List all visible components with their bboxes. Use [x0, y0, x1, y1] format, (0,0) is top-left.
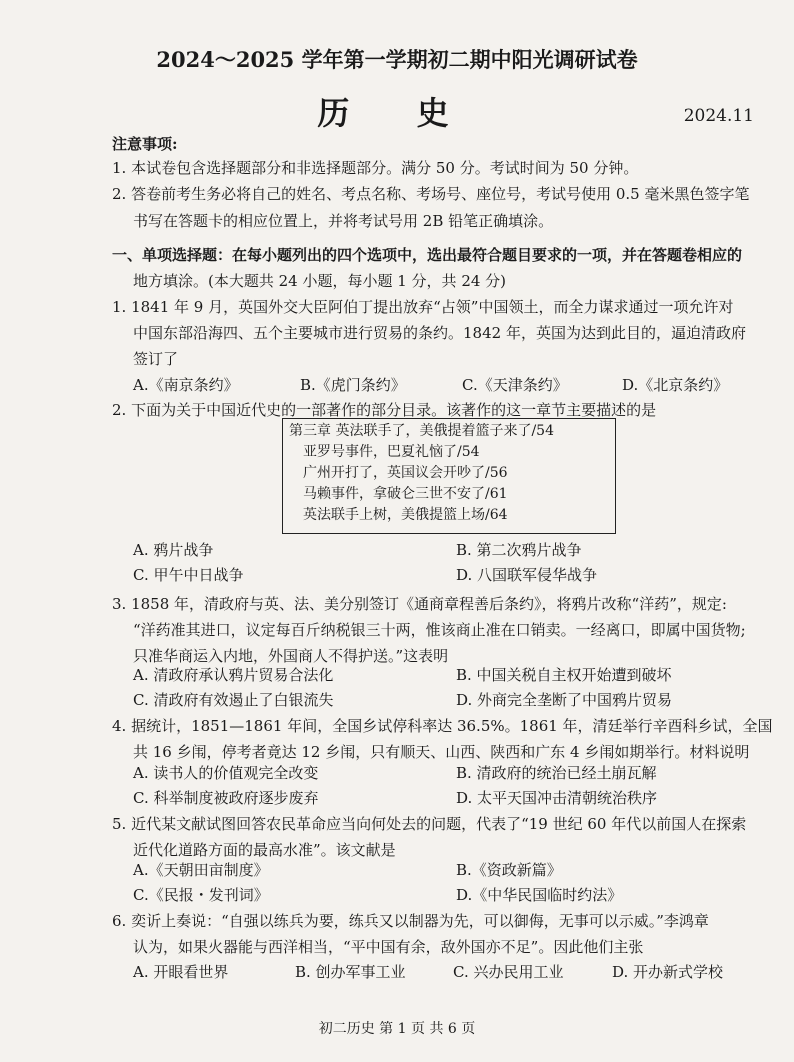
question-4-option-d[interactable]: D. 太平天国冲击清朝统治秩序 — [456, 789, 658, 807]
question-5-stem: 近代化道路方面的最高水准”。该文献是 — [133, 841, 396, 859]
question-3-option-a[interactable]: A. 清政府承认鸦片贸易合法化 — [133, 666, 334, 684]
toc-entry: 马赖事件，拿破仑三世不安了/61 — [303, 486, 508, 502]
question-3-stem: “洋药准其进口，议定每百斤纳税银三十两，惟该商止准在口销卖。一经离口，即属中国货物; — [133, 621, 746, 639]
question-5-option-d[interactable]: D.《中华民国临时约法》 — [456, 886, 623, 904]
question-5-stem: 5. 近代某文献试图回答农民革命应当向何处去的问题，代表了“19 世纪 60 年代以前国人在探索 — [112, 815, 747, 833]
question-5-option-c[interactable]: C.《民报・发刊词》 — [133, 886, 269, 904]
question-6-stem: 认为，如果火器能与西洋相当，“平中国有余，敌外国亦不足”。因此他们主张 — [133, 938, 644, 956]
question-1-option-a[interactable]: A.《南京条约》 — [133, 376, 239, 394]
notice-item: 1. 本试卷包含选择题部分和非选择题部分。满分 50 分。考试时间为 50 分钟。 — [112, 159, 639, 177]
question-1-option-c[interactable]: C.《天津条约》 — [462, 376, 568, 394]
notice-item: 2. 答卷前考生务必将自己的姓名、考点名称、考场号、座位号，考试号使用 0.5 毫米黑色签字笔 — [112, 185, 750, 203]
question-1-stem: 1. 1841 年 9 月，英国外交大臣阿伯丁提出放弃“占领”中国领土，而全力谋求通过一项允许对 — [112, 298, 734, 316]
toc-entry: 英法联手上树，美俄提篮上场/64 — [303, 507, 508, 523]
page-footer: 初二历史 第 1 页 共 6 页 — [318, 1021, 476, 1037]
question-6-option-d[interactable]: D. 开办新式学校 — [612, 963, 724, 981]
question-3-option-b[interactable]: B. 中国关税自主权开始遭到破坏 — [456, 666, 672, 684]
question-2-option-b[interactable]: B. 第二次鸦片战争 — [456, 541, 582, 559]
question-6-option-c[interactable]: C. 兴办民用工业 — [453, 963, 564, 981]
question-6-option-a[interactable]: A. 开眼看世界 — [133, 963, 229, 981]
question-5-option-a[interactable]: A.《天朝田亩制度》 — [133, 861, 269, 879]
exam-title: 2024～2025 学年第一学期初二期中阳光调研试卷 — [156, 47, 638, 72]
question-2-option-a[interactable]: A. 鸦片战争 — [133, 541, 214, 559]
question-1-stem: 签订了 — [133, 350, 179, 368]
exam-date: 2024.11 — [683, 106, 754, 126]
toc-entry: 广州开打了，英国议会开吵了/56 — [303, 465, 508, 481]
notice-item: 书写在答题卡的相应位置上，并将考试号用 2B 铅笔正确填涂。 — [133, 212, 554, 230]
question-6-stem: 6. 奕䜣上奏说：“自强以练兵为要，练兵又以制器为先，可以御侮，无事可以示威。”李鸿章 — [112, 912, 709, 930]
section-heading: 一、单项选择题：在每小题列出的四个选项中，选出最符合题目要求的一项，并在答题卷相应的 — [112, 246, 743, 264]
table-of-contents-box — [282, 418, 616, 534]
question-1-option-b[interactable]: B.《虎门条约》 — [300, 376, 406, 394]
question-4-stem: 共 16 乡闱，停考者竟达 12 乡闱，只有顺天、山西、陕西和广东 4 乡闱如期举行。材料说明 — [133, 743, 750, 761]
section-instructions: 地方填涂。(本大题共 24 小题，每小题 1 分，共 24 分) — [133, 272, 507, 290]
subject-title: 历 史 — [317, 94, 477, 132]
question-4-option-b[interactable]: B. 清政府的统治已经土崩瓦解 — [456, 764, 657, 782]
question-5-option-b[interactable]: B.《资政新篇》 — [456, 861, 562, 879]
question-2-stem: 2. 下面为关于中国近代史的一部著作的部分目录。该著作的这一章节主要描述的是 — [112, 401, 657, 419]
question-3-stem: 只准华商运入内地，外国商人不得护送。”这表明 — [133, 647, 449, 665]
question-4-stem: 4. 据统计，1851—1861 年间，全国乡试停科率达 36.5%。1861 年，清廷举行辛酉科乡试，全国 — [112, 717, 773, 735]
toc-chapter: 第三章 英法联手了，美俄提着篮子来了/54 — [289, 423, 554, 439]
question-2-option-c[interactable]: C. 甲午中日战争 — [133, 566, 244, 584]
question-4-option-c[interactable]: C. 科举制度被政府逐步废弃 — [133, 789, 319, 807]
question-3-option-c[interactable]: C. 清政府有效遏止了白银流失 — [133, 691, 334, 709]
question-3-option-d[interactable]: D. 外商完全垄断了中国鸦片贸易 — [456, 691, 673, 709]
question-2-option-d[interactable]: D. 八国联军侵华战争 — [456, 566, 598, 584]
question-4-option-a[interactable]: A. 读书人的价值观完全改变 — [133, 764, 319, 782]
question-1-option-d[interactable]: D.《北京条约》 — [622, 376, 729, 394]
toc-entry: 亚罗号事件，巴夏礼恼了/54 — [303, 444, 480, 460]
question-1-stem: 中国东部沿海四、五个主要城市进行贸易的条约。1842 年，英国为达到此目的，逼迫清政府 — [133, 324, 746, 342]
question-3-stem: 3. 1858 年，清政府与英、法、美分别签订《通商章程善后条约》，将鸦片改称“洋药”，规定: — [112, 595, 727, 613]
notice-heading: 注意事项: — [112, 135, 178, 153]
question-6-option-b[interactable]: B. 创办军事工业 — [295, 963, 406, 981]
